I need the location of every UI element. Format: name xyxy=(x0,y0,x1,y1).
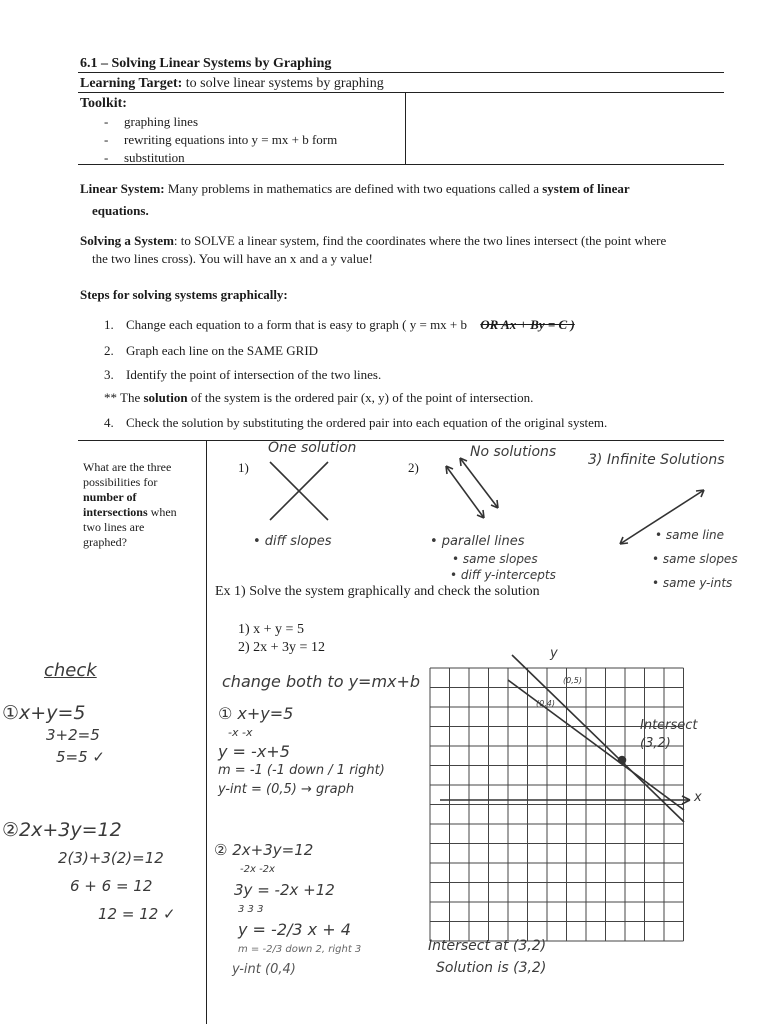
check-2-line: 2(3)+3(2)=12 xyxy=(58,849,164,867)
case-2-number: 2) xyxy=(408,460,419,475)
toolkit-item: - graphing lines xyxy=(104,114,199,129)
graph-point-04: (0,4) xyxy=(536,699,555,708)
work-2-line: y = -2/3 x + 4 xyxy=(238,920,351,939)
step-1-struck: OR Ax + By = C ) xyxy=(480,317,575,332)
learning-target-text: to solve linear systems by graphing xyxy=(185,76,384,91)
toolkit-item: - substitution xyxy=(104,150,185,165)
work-2-line: ② 2x+3y=12 xyxy=(214,841,314,859)
work-1-line: y = -x+5 xyxy=(218,742,290,761)
step-4: 4. Check the solution by substituting the ordered pair into each equation of the original system. xyxy=(104,415,608,430)
work-2-line: 3 3 3 xyxy=(238,904,264,915)
work-2-line: m = -2/3 down 2, right 3 xyxy=(238,944,362,955)
solving-definition-cont: the two lines cross). You will have an x and a y value! xyxy=(92,251,373,266)
work-2-line: -2x -2x xyxy=(240,864,275,875)
graph-point-05: (0,5) xyxy=(563,676,582,685)
check-1-line: 5=5 ✓ xyxy=(56,748,105,766)
graph-intersect-label: Intersect xyxy=(640,718,698,733)
check-1-line: ①x+y=5 xyxy=(2,702,86,724)
work-1-line: y-int = (0,5) → graph xyxy=(218,782,355,797)
work-1-line: ① x+y=5 xyxy=(218,704,294,723)
check-1-line: 3+2=5 xyxy=(46,726,100,744)
page-title: 6.1 – Solving Linear Systems by Graphing xyxy=(80,56,332,71)
toolkit-label: Toolkit: xyxy=(80,96,127,111)
check-2-line: 6 + 6 = 12 xyxy=(70,877,153,895)
work-2-line: y-int (0,4) xyxy=(232,962,296,977)
work-1-line: m = -1 (-1 down / 1 right) xyxy=(218,763,385,778)
graph-y-label: y xyxy=(550,646,558,661)
case-1-note: • diff slopes xyxy=(253,534,332,549)
steps-heading: Steps for solving systems graphically: xyxy=(80,287,288,302)
case-3-note: • same line xyxy=(655,528,725,542)
linear-system-cont: equations. xyxy=(92,203,149,218)
step-3: 3. Identify the point of intersection of the two lines. xyxy=(104,367,382,382)
check-title: check xyxy=(44,660,97,681)
example-eq-2: 2) 2x + 3y = 12 xyxy=(238,640,325,655)
possibilities-question: What are the three possibilities for number of intersections when two lines are graphed? xyxy=(83,460,177,549)
step-2: 2. Graph each line on the SAME GRID xyxy=(104,343,319,358)
case-3-note: • same y-ints xyxy=(652,576,733,590)
solution-note: ** The solution of the system is the ordered pair (x, y) of the point of intersection. xyxy=(104,390,534,405)
learning-target-label: Learning Target: xyxy=(80,76,183,91)
solving-definition: Solving a System: to SOLVE a linear system, find the coordinates where the two lines intersect (the point where xyxy=(80,233,667,248)
intersection-point xyxy=(619,757,626,764)
case-1-title: One solution xyxy=(268,440,357,456)
step-1: 1. Change each equation to a form that is easy to graph ( y = mx + b OR Ax + By = C ) xyxy=(104,317,575,332)
case-2-title: No solutions xyxy=(470,444,557,460)
case-2-note: • diff y-intercepts xyxy=(450,568,556,582)
example-eq-1: 1) x + y = 5 xyxy=(238,622,304,637)
work-title: change both to y=mx+b xyxy=(222,672,421,691)
graph-x-label: x xyxy=(694,790,702,805)
conclusion-line-1: Intersect at (3,2) xyxy=(428,938,547,954)
case-2-note: • same slopes xyxy=(452,552,538,566)
graph-intersect-point: (3,2) xyxy=(640,736,671,751)
case-3-title: 3) Infinite Solutions xyxy=(588,452,725,468)
case-3-note: • same slopes xyxy=(652,552,738,566)
work-1-line: -x -x xyxy=(228,726,253,739)
work-2-line: 3y = -2x +12 xyxy=(234,881,335,899)
case-1-number: 1) xyxy=(238,460,249,475)
check-2-line: ②2x+3y=12 xyxy=(2,819,122,841)
check-2-line: 12 = 12 ✓ xyxy=(98,905,176,923)
toolkit-item: - rewriting equations into y = mx + b form xyxy=(104,132,338,147)
example-heading: Ex 1) Solve the system graphically and check the solution xyxy=(215,584,540,599)
case-2-note: • parallel lines xyxy=(430,534,525,549)
conclusion-line-2: Solution is (3,2) xyxy=(436,960,547,976)
graph-grid xyxy=(430,668,684,941)
linear-system-definition: Linear System: Many problems in mathematics are defined with two equations called a system of linear xyxy=(80,181,630,196)
